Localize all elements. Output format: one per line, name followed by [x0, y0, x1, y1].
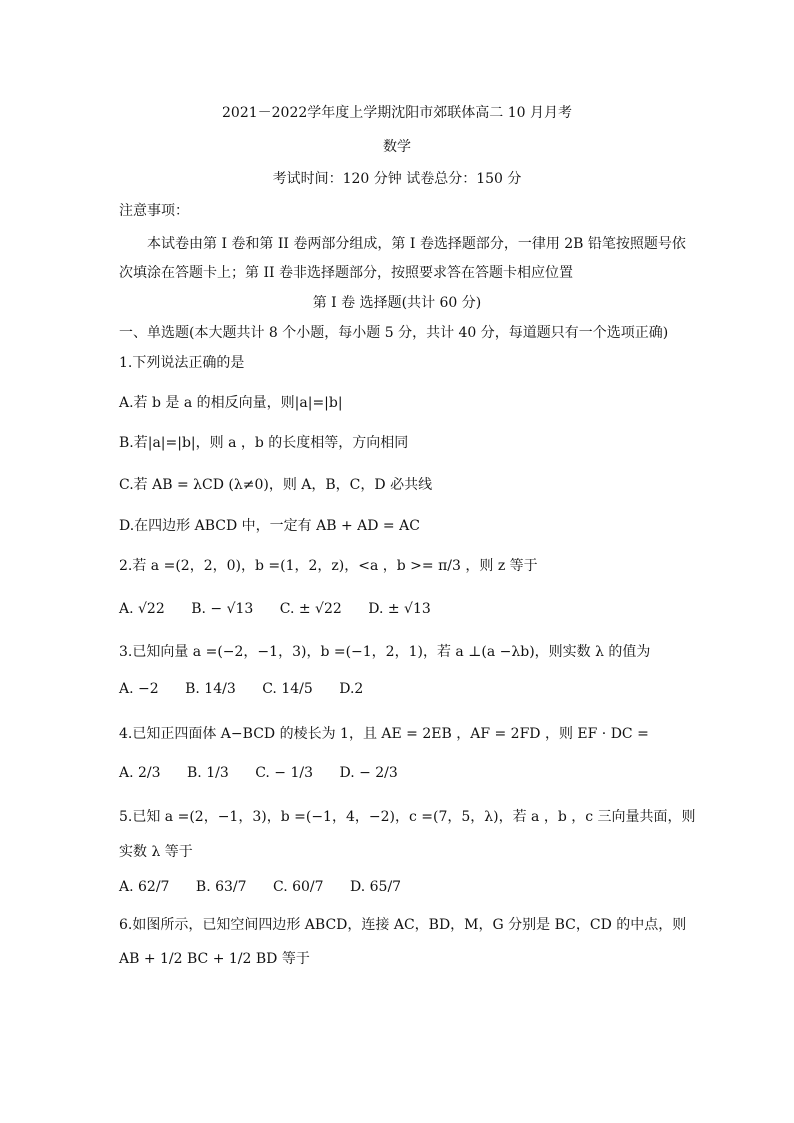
q5-option-c: C. 60/7 [273, 879, 324, 895]
q2-option-b: B. − √13 [191, 601, 254, 617]
q3-option-b: B. 14/3 [185, 681, 236, 697]
part1-title: 第 I 卷 选择题(共计 60 分) [312, 295, 482, 311]
q3-option-c: C. 14/5 [262, 681, 313, 697]
q5-option-a: A. 62/7 [119, 879, 170, 895]
q2-stem: 2.若 a =(2，2，0)，b =(1，2，z)，<a ，b >= π/3 ，则 z 等于 [119, 558, 538, 574]
q5-stem: 5.已知 a =(2，−1，3)，b =(−1，4，−2)，c =(7，5，λ)，若 a ，b ，c 三向量共面，则 [119, 809, 696, 825]
q2-option-d: D. ± √13 [368, 601, 431, 617]
q6-stem-2: AB + 1/2 BC + 1/2 BD 等于 [119, 951, 310, 967]
q1-option-c: C.若 AB = λCD (λ≠0)，则 A，B，C，D 必共线 [119, 477, 433, 493]
section-heading: 一、单选题(本大题共计 8 个小题，每小题 5 分，共计 40 分，每道题只有一个选项正确) [119, 325, 669, 341]
q1-option-a: A.若 b 是 a 的相反向量，则|a|=|b| [119, 395, 343, 411]
exam-title: 2021－2022学年度上学期沈阳市郊联体高二 10 月月考 [222, 105, 572, 121]
q3-stem: 3.已知向量 a =(−2，−1，3)，b =(−1，2，1)，若 a ⊥(a −λb)，则实数 λ 的值为 [119, 644, 651, 660]
q4-option-b: B. 1/3 [187, 765, 229, 781]
q4-option-a: A. 2/3 [119, 765, 161, 781]
q3-option-d: D.2 [339, 681, 364, 697]
notice-heading: 注意事项： [119, 203, 189, 219]
q5-options [119, 878, 401, 896]
q1-option-b: B.若|a|=|b|，则 a ，b 的长度相等，方向相同 [119, 435, 409, 451]
q2-options [119, 600, 431, 618]
q3-options [119, 680, 363, 698]
exam-subject: 数学 [383, 139, 411, 155]
exam-info: 考试时间：120 分钟 试卷总分：150 分 [272, 171, 522, 187]
notice-line-2: 次填涂在答题卡上；第 II 卷非选择题部分，按照要求答在答题卡相应位置 [119, 265, 573, 281]
q1-option-d: D.在四边形 ABCD 中，一定有 AB + AD = AC [119, 518, 420, 534]
q4-options [119, 764, 398, 782]
q6-stem: 6.如图所示，已知空间四边形 ABCD，连接 AC，BD，M，G 分别是 BC，CD 的中点，则 [119, 917, 687, 933]
q2-option-a: A. √22 [119, 601, 165, 617]
q4-option-d: D. − 2/3 [339, 765, 398, 781]
q4-option-c: C. − 1/3 [255, 765, 314, 781]
q2-option-c: C. ± √22 [279, 601, 342, 617]
q4-stem: 4.已知正四面体 A−BCD 的棱长为 1，且 AE = 2EB ，AF = 2FD ，则 EF · DC = [119, 726, 649, 742]
q5-option-b: B. 63/7 [195, 879, 247, 895]
q3-option-a: A. −2 [119, 681, 159, 697]
q1-stem: 1.下列说法正确的是 [119, 355, 245, 371]
q5-stem-2: 实数 λ 等于 [119, 844, 193, 860]
q5-option-d: D. 65/7 [350, 879, 402, 895]
notice-line-1: 本试卷由第 I 卷和第 II 卷两部分组成，第 I 卷选择题部分，一律用 2B 铅笔按照题号依 [147, 236, 686, 252]
